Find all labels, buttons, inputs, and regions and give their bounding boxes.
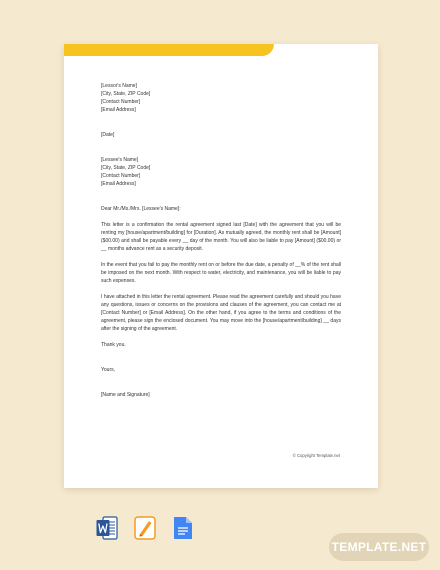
lessee-address-block [101, 156, 341, 188]
pages-icon[interactable] [134, 515, 156, 541]
thanks-text: Thank you. [101, 342, 126, 348]
paragraph-1-text: This letter is a confirmation the rental agreement signed last [Date] with the agreement that you will be renting my [house/apartment/building] for [Duration]. As mutually agreed, the monthly rent shall be [Amount] ($00.00) and shall be payable every __ day of the month. You will also be liable to pay [Amount] ($00.00) or __ months advance rent as a security deposit. [101, 222, 341, 252]
letter-page [64, 44, 378, 488]
copyright-text: © Copyright Template.net [292, 453, 340, 458]
lessee-city: [City, State, ZIP Code] [101, 165, 151, 171]
google-docs-icon[interactable] [172, 515, 194, 541]
signature [101, 391, 341, 399]
paragraph-2-text: In the event that you fail to pay the monthly rent on or before the due date, a penalty of __% of the rent shall be imposed on the next month. With respect to water, electricity, and maintenance, you will be liable to pay such expenses. [101, 262, 341, 284]
closing [101, 366, 341, 374]
lessor-city: [City, State, ZIP Code] [101, 91, 151, 97]
paragraph-3-text: I have attached in this letter the rental agreement. Please read the agreement carefully and should you have any questions, issues or concerns on the provisions and clauses of the agreement, you can contact me at [Contact Number] or [Email Address]. On the other hand, if you agree to the terms and conditions of the agreement, please sign the enclosed document. You may move into the [house/apartment/building] __ days after the signing of the agreement. [101, 294, 341, 332]
app-icons [96, 515, 194, 541]
paragraph-3 [101, 293, 341, 333]
lessee-email: [Email Address] [101, 181, 136, 187]
paragraph-2 [101, 261, 341, 285]
closing-text: Yours, [101, 367, 115, 373]
lessor-contact: [Contact Number] [101, 99, 141, 105]
lessor-name: [Lessor's Name] [101, 83, 137, 89]
lessor-email: [Email Address] [101, 107, 136, 113]
lessor-address-block [101, 82, 341, 114]
thanks [101, 341, 341, 349]
template-net-badge[interactable]: TEMPLATE.NET [329, 533, 429, 561]
lessee-contact: [Contact Number] [101, 173, 141, 179]
letter-date: [Date] [101, 132, 115, 138]
signature-text: [Name and Signature] [101, 392, 150, 398]
salutation [101, 205, 341, 213]
salutation-text: Dear Mr./Ms./Mrs. [Lessee's Name]: [101, 206, 181, 212]
date-block [101, 131, 341, 139]
accent-bar [64, 44, 274, 56]
letter-content [101, 82, 341, 416]
word-icon[interactable] [96, 515, 118, 541]
paragraph-1 [101, 221, 341, 253]
lessee-name: [Lessee's Name] [101, 157, 139, 163]
